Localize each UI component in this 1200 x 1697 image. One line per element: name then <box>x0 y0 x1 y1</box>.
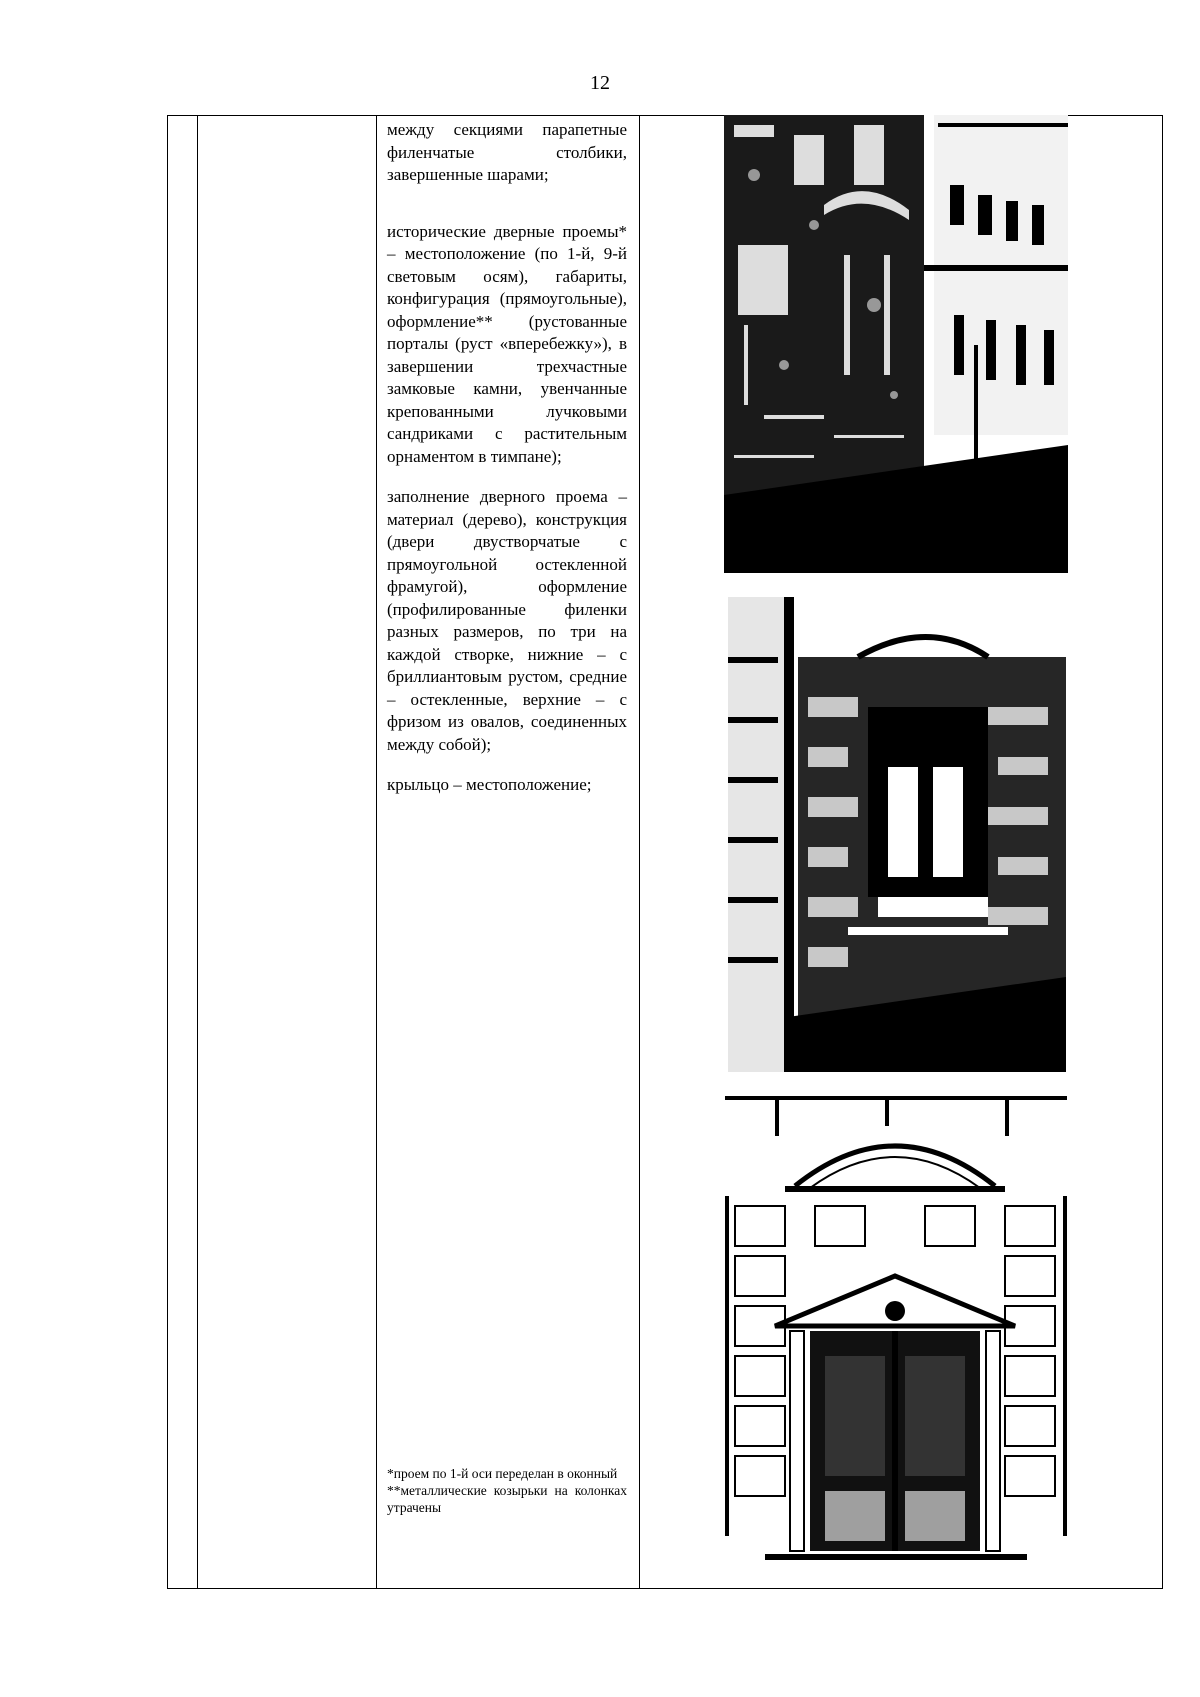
footnotes <box>387 1465 627 1516</box>
description-column <box>387 119 627 797</box>
column-divider-2 <box>376 115 377 1589</box>
footnote-2: **металлические козырьки на колонках утрачены <box>387 1483 627 1515</box>
footnote-1: *проем по 1-й оси переделан в оконный <box>387 1466 618 1481</box>
facade-portal-photo <box>724 115 1068 573</box>
text-door-openings: исторические дверные проемы* – местоположение (по 1-й, 9-й световым осям), габариты, конфигурация (прямоугольные), оформление** (рустованные порталы (руст «вперебежку»), в завершении трехчастные замковые камни, увенчанные крепованными лучковыми сандриками с растительным орнаментом в тимпане); <box>387 221 627 466</box>
entrance-canopy-photo <box>725 1096 1067 1574</box>
text-door-filling: заполнение дверного проема – материал (дерево), конструкция (двери двустворчатые с прямоугольной остекленной фрамугой), оформление (профилированные филенки разных размеров, по три на каждой створке, нижние – с бриллиантовым рустом, средние – остекленные, верхние – с фризом из овалов, соединенных между собой); <box>387 487 627 754</box>
page-number: 12 <box>590 72 610 94</box>
column-divider-1 <box>197 115 198 1589</box>
portal-closeup-photo <box>728 597 1066 1072</box>
text-parapet-posts: между секциями парапетные филенчатые столбики, завершенные шарами; <box>387 120 627 184</box>
column-divider-3 <box>639 115 640 1589</box>
text-porch: крыльцо – местоположение; <box>387 775 592 794</box>
